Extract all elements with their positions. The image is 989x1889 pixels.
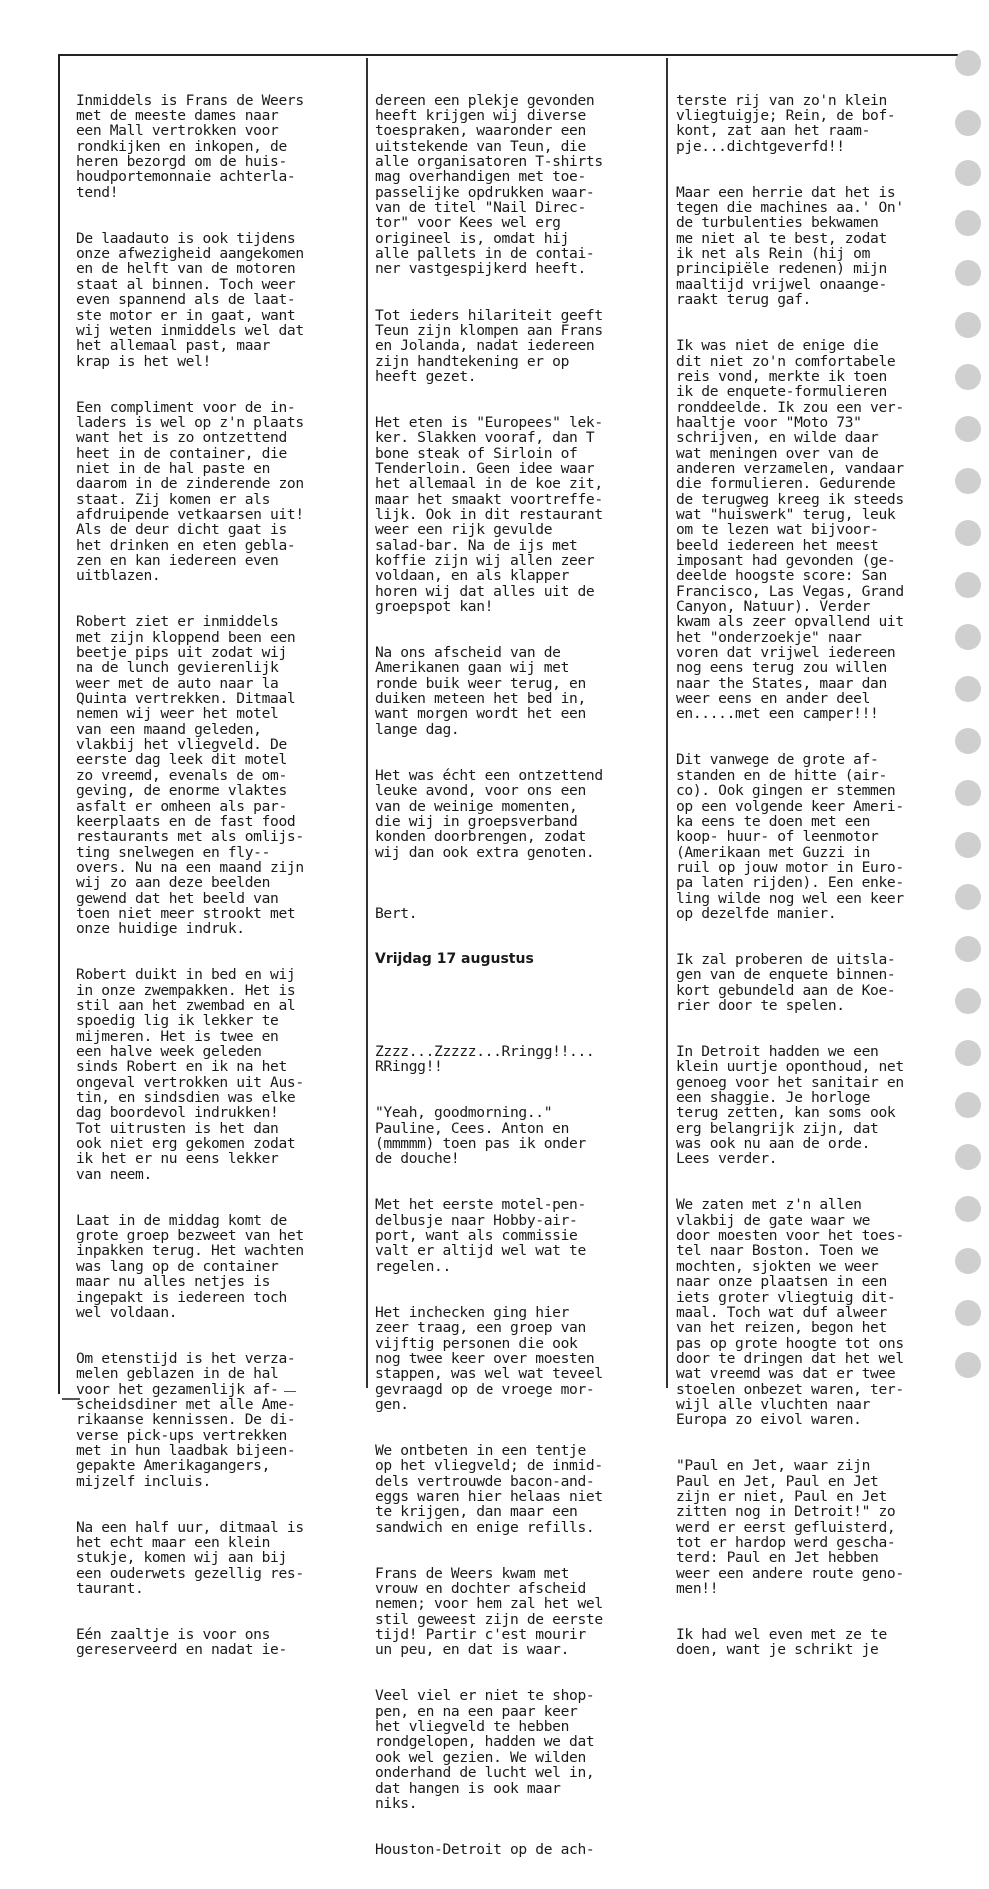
paragraph: Ik had wel even met ze te doen, want je schrikt je	[676, 1626, 887, 1659]
paragraph: Laat in de middag komt de grote groep bezweet van het inpakken terug. Het wachten was lang op de container maar nu alles netjes is ingepakt is iedereen toch wel voldaan.	[76, 1211, 304, 1321]
paragraph: Ik was niet de enige die dit niet zo'n comfortabele reis vond, merkte ik toen ik de enquete-formulieren ronddeelde. Ik zou een ver- haaltje voor "Moto 73" schrijven, en wilde daar wat meningen over van de anderen verzamelen, vandaar die formulieren. Gedurende de terugweg kreeg ik steeds wat "huiswerk" terug, leuk om te lezen wat bijvoor- beeld iedereen het meest imposant had gevonden (ge- deelde hoogste score: San Francisco, Las Vegas, Grand Canyon, Natuur). Verder kwam als zeer opvallend uit het "onderzoekje" naar voren dat vrijwel iedereen nog eens terug zou willen naar the States, maar dan weer eens en ander deel en.....met een camper!!!	[676, 337, 904, 723]
punch-hole	[955, 1092, 981, 1118]
spacer	[375, 998, 660, 1013]
punch-hole	[955, 936, 981, 962]
paragraph: We zaten met z'n allen vlakbij de gate waar we door moesten voor het toes- tel naar Boston. Toen we mochten, sjokten we weer naar onze plaatsen in een iets groter vliegtuig dit- maal. Toch wat duf alweer van het reizen, begon het pas op grote hoogte tot ons door te dringen dat het wel wat vreemd was dat er twee stoelen onbezet waren, ter- wijl alle vluchten naar Europa zo eivol waren.	[676, 1196, 904, 1429]
paragraph: Zzzz...Zzzzz...Rringg!!... RRingg!!	[375, 1043, 595, 1076]
paragraph: "Yeah, goodmorning.." Pauline, Cees. Anton en (mmmmm) toen pas ik onder de douche!	[375, 1104, 586, 1168]
page-number-fragment	[62, 1398, 80, 1400]
paragraph: Het eten is "Europees" lek- ker. Slakken vooraf, dan T bone steak of Sirloin of Tenderloin. Geen idee waar het allemaal in de koe zit, maar het smaakt voortreffe- lijk. Ook in dit restaurant weer een rijk gevulde salad-bar. Na de ijs met koffie zijn wij allen zeer voldaan, en als klapper horen wij dat alles uit de groepspot kan!	[375, 413, 603, 616]
paragraph: dereen een plekje gevonden heeft krijgen wij diverse toespraken, waaronder een uitstekende van Teun, die alle organisatoren T-shirts mag overhandigen met toe- passelijke opdrukken waar- van de titel "Nail Direc- tor" voor Kees wel erg origineel is, omdat hij alle pallets in de contai- ner vastgespijkerd heeft.	[375, 91, 603, 278]
punch-hole	[955, 312, 981, 338]
text-column-2	[375, 62, 660, 1888]
paragraph: Robert ziet er inmiddels met zijn kloppend been een beetje pips uit zodat wij na de lunch gevierenlijk weer met de auto naar la Quinta vertrekken. Ditmaal nemen wij weer het motel van een maand geleden, vlakbij het vliegveld. De eerste dag leek dit motel zo vreemd, evenals de om- geving, de enorme vlaktes asfalt er omheen als par- keerplaats en de fast food restaurants met als omlijs- ting snelwegen en fly-- overs. Nu na een maand zijn wij zo aan deze beelden gewend dat het beeld van toen niet meer strookt met onze huidige indruk.	[76, 613, 304, 938]
punch-hole	[955, 260, 981, 286]
paragraph: terste rij van zo'n klein vliegtuigje; Rein, de bof- kont, zat aan het raam- pje...dichtgeverfd!!	[676, 91, 896, 155]
paragraph: De laadauto is ook tijdens onze afwezigheid aangekomen en de helft van de motoren staat al binnen. Toch weer even spannend als de laat- ste motor er in gaat, want wij weten inmiddels wel dat het allemaal past, maar krap is het wel!	[76, 229, 304, 370]
paragraph: Eén zaaltje is voor ons gereserveerd en nadat ie-	[76, 1626, 287, 1659]
section-heading: Vrijdag 17 augustus	[375, 950, 534, 967]
paragraph: Na ons afscheid van de Amerikanen gaan wij met ronde buik weer terug, en duiken meteen het bed in, want morgen wordt het een lange dag.	[375, 644, 586, 738]
punch-hole	[955, 468, 981, 494]
scan-mark	[284, 1391, 296, 1392]
text-column-1	[76, 62, 361, 1688]
punch-hole	[955, 1248, 981, 1274]
punch-hole	[955, 520, 981, 546]
punch-hole	[955, 832, 981, 858]
punch-hole	[955, 728, 981, 754]
punch-hole	[955, 1352, 981, 1378]
punch-hole	[955, 50, 981, 76]
column-divider-1	[366, 58, 368, 1388]
punch-hole	[955, 572, 981, 598]
column-divider-2	[666, 58, 668, 1388]
text-column-3	[676, 62, 951, 1688]
paragraph: Het was écht een ontzettend leuke avond, voor ons een van de weinige momenten, die wij in groepsverband konden doorbrengen, zodat wij dan ook extra genoten.	[375, 766, 603, 861]
punch-hole	[955, 780, 981, 806]
paragraph: Ik zal proberen de uitsla- gen van de enquete binnen- kort gebundeld aan de Koe- rier door te spelen.	[676, 950, 896, 1014]
punch-hole	[955, 884, 981, 910]
punch-hole	[955, 416, 981, 442]
paragraph: Maar een herrie dat het is tegen die machines aa.' On' de turbulenties bekwamen me niet al te best, zodat ik net als Rein (hij om principiële redenen) mijn maaltijd vrijwel onaange- raakt terug gaf.	[676, 183, 904, 309]
signature: Bert.	[375, 904, 418, 922]
page-left-border	[58, 54, 60, 1394]
paragraph: "Paul en Jet, waar zijn Paul en Jet, Paul en Jet zijn er niet, Paul en Jet zitten nog in Detroit!" zo werd er eerst gefluisterd, tot er hardop werd gescha- terd: Paul en Jet hebben weer een andere route geno- men!!	[676, 1457, 904, 1598]
punch-hole	[955, 676, 981, 702]
punch-hole	[955, 1196, 981, 1222]
paragraph: Met het eerste motel-pen- delbusje naar Hobby-air- port, want als commissie valt er altijd wel wat te regelen..	[375, 1196, 586, 1275]
paragraph: Een compliment voor de in- laders is wel op z'n plaats want het is zo ontzettend heet in de container, die niet in de hal paste en daarom in de zinderende zon staat. Zij komen er als afdruipende vetkaarsen uit! Als de deur dicht gaat is het drinken en eten gebla- zen en kan iedereen even uitblazen.	[76, 398, 304, 585]
punch-hole	[955, 160, 981, 186]
binder-punch-holes	[955, 50, 989, 1400]
paragraph: We ontbeten in een tentje op het vliegveld; de inmid- dels vertrouwde bacon-and- eggs waren hier helaas niet te krijgen, dan maar een sandwich en enige refills.	[375, 1441, 603, 1536]
punch-hole	[955, 1300, 981, 1326]
paragraph: Om etenstijd is het verza- melen geblazen in de hal voor het gezamenlijk af- scheidsdiner met alle Ame- rikaanse kennissen. De di- verse pick-ups vertrekken met in hun laadbak bijeen- gepakte Amerikagangers, mijzelf incluis.	[76, 1349, 296, 1490]
punch-hole	[955, 364, 981, 390]
paragraph: Inmiddels is Frans de Weers met de meeste dames naar een Mall vertrokken voor rondkijken en inkopen, de heren bezorgd om de huis- houdportemonnaie achterla- tend!	[76, 91, 304, 201]
paragraph: Veel viel er niet te shop- pen, en na een paar keer het vliegveld te hebben rondgelopen, hadden we dat ook wel gezien. We wilden onderhand de lucht wel in, dat hangen is ook maar niks.	[375, 1687, 595, 1812]
paragraph: Houston-Detroit op de ach-	[375, 1840, 595, 1858]
paragraph: Tot ieders hilariteit geeft Teun zijn klompen aan Frans en Jolanda, nadat iedereen zijn handtekening er op heeft gezet.	[375, 306, 603, 385]
punch-hole	[955, 1144, 981, 1170]
paragraph: In Detroit hadden we een klein uurtje oponthoud, net genoeg voor het sanitair en een shaggie. Je horloge terug zetten, kan soms ook erg belangrijk zijn, dat was ook nu aan de orde. Lees verder.	[676, 1043, 904, 1168]
page-top-border	[58, 54, 958, 56]
paragraph: Robert duikt in bed en wij in onze zwempakken. Het is stil aan het zwembad en al spoedig lig ik lekker te mijmeren. Het is twee en een halve week geleden sinds Robert en ik na het ongeval vertrokken uit Aus- tin, en sindsdien was elke dag boordevol indrukken! Tot uitrusten is het dan ook niet erg gekomen zodat ik het er nu eens lekker van neem.	[76, 966, 304, 1183]
paragraph: Het inchecken ging hier zeer traag, een groep van vijftig personen die ook nog twee keer over moesten stappen, was wel wat teveel gevraagd op de vroege mor- gen.	[375, 1303, 603, 1413]
punch-hole	[955, 1040, 981, 1066]
paragraph: Na een half uur, ditmaal is het echt maar een klein stukje, komen wij aan bij een ouderwets gezellig res- taurant.	[76, 1518, 304, 1598]
punch-hole	[955, 624, 981, 650]
punch-hole	[955, 110, 981, 136]
punch-hole	[955, 988, 981, 1014]
paragraph: Frans de Weers kwam met vrouw en dochter afscheid nemen; voor hem zal het wel stil geweest zijn de eerste tijd! Partir c'est mourir un peu, en dat is waar.	[375, 1564, 603, 1659]
punch-hole	[955, 210, 981, 236]
paragraph: Dit vanwege de grote af- standen en de hitte (air- co). Ook gingen er stemmen op een volgende keer Ameri- ka eens te doen met een koop- huur- of leenmotor (Amerikaan met Guzzi in ruil op jouw motor in Euro- pa laten rijden). Een enke- ling wilde nog wel een keer op dezelfde manier.	[676, 751, 904, 922]
